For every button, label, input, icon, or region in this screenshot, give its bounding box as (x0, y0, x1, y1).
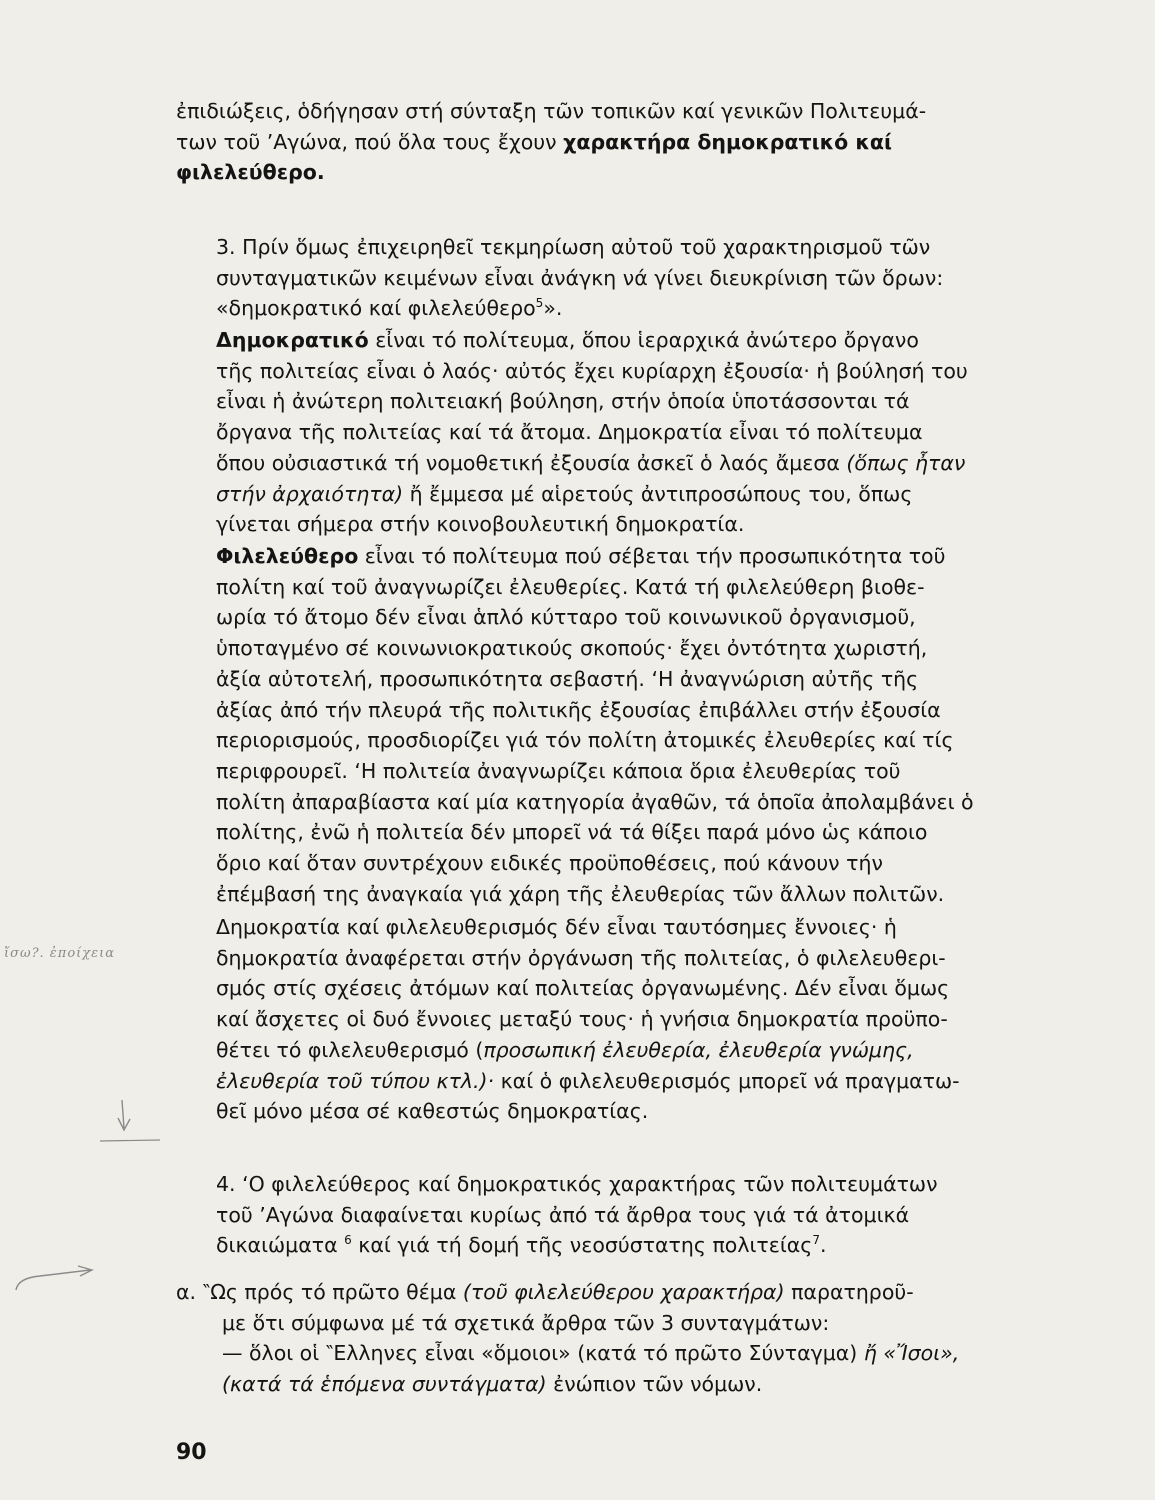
comparison-italic-2: ἐλευθερία τοῦ τύπου κτλ.)· (216, 1068, 495, 1093)
fileleuthero-line-3: ωρία τό ἄτομο δέν εἶναι ἁπλό κύτταρο τοῦ κοινωνικοῦ ὀργανισμοῦ, (216, 605, 916, 630)
pencil-arrow-right-icon (16, 1266, 92, 1290)
section-3-line-1: 3. Πρίν ὅμως ἐπιχειρηθεῖ τεκμηρίωση αὐτοῦ τοῦ χαρακτηρισμοῦ τῶν (216, 235, 931, 259)
dimokratiko-italic-1: (ὅπως ἦταν (846, 450, 966, 475)
item-a-line-4-end: ἐνώπιον τῶν νόμων. (546, 1372, 763, 1397)
dimokratiko-line-1: εἶναι τό πολίτευμα, ὅπου ἱεραρχικά ἀνώτερο ὄργανο (368, 328, 919, 352)
dimokratiko-line-2: τῆς πολιτείας εἶναι ὁ λαός· αὐτός ἔχει κυρίαρχη ἐξουσία· ἡ βούλησή του (216, 358, 968, 383)
comparison-line-5: θέτει τό φιλελευθερισμό ( (216, 1037, 484, 1062)
section-3-line-2: συνταγματικῶν κειμένων εἶναι ἀνάγκη νά γίνει διευκρίνιση τῶν ὅρων: (216, 265, 944, 290)
section-3-line-3: «δημοκρατικό καί φιλελεύθερο (216, 296, 536, 321)
item-a-italic-2: ἤ «Ἴσοι», (863, 1341, 960, 1366)
fileleuthero-line-8: περιφρουρεῖ. ‘Η πολιτεία ἀναγνωρίζει κάποια ὅρια ἐλευθερίας τοῦ (216, 758, 901, 783)
item-a-line-3: — ὅλοι οἱ ‶Ελληνες εἶναι «ὅμοιοι» (κατά τό πρῶτο Σύνταγμα) (222, 1341, 864, 1366)
section-4-line-3-end: . (819, 1233, 827, 1258)
page-number: 90 (176, 1440, 207, 1465)
section-3-line-3-end: ». (543, 296, 563, 321)
section-4-line-2: τοῦ ’Αγώνα διαφαίνεται κυρίως ἀπό τά ἄρθρα τους γιά τά ἀτομικά (216, 1202, 910, 1227)
fileleuthero-line-1: εἶναι τό πολίτευμα πού σέβεται τήν προσωπικότητα τοῦ (358, 544, 946, 568)
term-dimokratiko: Δημοκρατικό (216, 328, 369, 352)
dimokratiko-italic-2: στήν ἀρχαιότητα) (216, 481, 404, 506)
comparison-line-6: καί ὁ φιλελευθερισμός μπορεῖ νά πραγματω- (494, 1068, 960, 1093)
section-4-line-3: δικαιώματα (216, 1233, 345, 1258)
dimokratiko-line-7: γίνεται σήμερα στήν κοινοβουλευτική δημοκρατία. (216, 512, 745, 537)
comparison-line-4: καί ἄσχετες οἱ δυό ἔννοιες μεταξύ τους· ἡ γνήσια δημοκρατία προϋπο- (216, 1007, 948, 1032)
item-a-line-2: με ὅτι σύμφωνα μέ τά σχετικά ἄρθρα τῶν 3 συνταγμάτων: (222, 1310, 830, 1335)
section-4-line-1: 4. ‘Ο φιλελεύθερος καί δημοκρατικός χαρακτήρας τῶν πολιτευμάτων (216, 1172, 938, 1196)
item-a-italic-3: (κατά τά ἑπόμενα συντάγματα) (222, 1372, 547, 1397)
comparison-italic-1: προσωπική ἐλευθερία, ἐλευθερία γνώμης, (483, 1037, 914, 1062)
pencil-underline-mark (100, 1140, 160, 1141)
term-fileleuthero: Φιλελεύθερο (216, 544, 359, 568)
fileleuthero-line-11: ὅριο καί ὅταν συντρέχουν ειδικές προϋποθέσεις, πού κάνουν τήν (216, 851, 883, 876)
handwritten-margin-note: ἴσω?. ἐποίχεια (4, 946, 115, 961)
intro-line-1: ἐπιδιώξεις, ὁδήγησαν στή σύνταξη τῶν τοπικῶν καί γενικῶν Πολιτευμά- (176, 99, 927, 123)
comparison-line-7: θεῖ μόνο μέσα σέ καθεστώς δημοκρατίας. (216, 1099, 649, 1124)
intro-line-2: των τοῦ ’Αγώνα, πού ὅλα τους ἔχουν (176, 129, 564, 154)
comparison-line-2: δημοκρατία ἀναφέρεται στήν ὀργάνωση τῆς πολιτείας, ὁ φιλελευθερι- (216, 945, 946, 970)
fileleuthero-line-4: ὑποταγμένο σέ κοινωνιοκρατικούς σκοπούς· ἔχει ὀντότητα χωριστή, (216, 636, 928, 661)
fileleuthero-line-10: πολίτης, ἐνῶ ἡ πολιτεία δέν μπορεῖ νά τά θίξει παρά μόνο ὡς κάποιο (216, 820, 928, 845)
fileleuthero-line-7: περιορισμούς, προσδιορίζει γιά τόν πολίτη ἀτομικές ἐλευθερίες καί τίς (216, 728, 954, 753)
footnote-ref-5: 5 (535, 296, 544, 311)
dimokratiko-line-3: εἶναι ἡ ἀνώτερη πολιτειακή βούληση, στήν ὁποία ὑποτάσσονται τά (216, 389, 910, 414)
item-a-italic-1: (τοῦ φιλελεύθερου χαρακτήρα) (462, 1280, 785, 1304)
fileleuthero-line-9: πολίτη ἀπαραβίαστα καί μία κατηγορία ἀγαθῶν, τά ὁποῖα ἀπολαμβάνει ὁ (216, 789, 974, 814)
comparison-line-1: Δημοκρατία καί φιλελευθερισμός δέν εἶναι ταυτόσημες ἔννοιες· ἡ (216, 915, 897, 939)
item-a-line-1: α. ‶Ως πρός τό πρῶτο θέμα (176, 1280, 463, 1304)
dimokratiko-line-6: ἤ ἔμμεσα μέ αἱρετούς ἀντιπροσώπους του, ὅπως (403, 481, 913, 506)
dimokratiko-line-5: ὅπου οὐσιαστικά τή νομοθετική ἐξουσία ἀσκεῖ ὁ λαός ἄμεσα (216, 450, 847, 475)
item-a-line-1-end: παρατηροῦ- (784, 1280, 914, 1304)
dimokratiko-line-4: ὄργανα τῆς πολιτείας καί τά ἄτομα. Δημοκρατία εἶναι τό πολίτευμα (216, 420, 923, 445)
comparison-line-3: σμός στίς σχέσεις ἀτόμων καί πολιτείας ὀργανωμένης. Δέν εἶναι ὅμως (216, 976, 950, 1001)
fileleuthero-line-6: ἀξίας ἀπό τήν πλευρά τῆς πολιτικῆς ἐξουσίας ἐπιβάλλει στήν ἐξουσία (216, 697, 941, 722)
footnote-ref-6: 6 (344, 1233, 352, 1248)
intro-bold-end: φιλελεύθερο. (176, 160, 325, 185)
fileleuthero-line-5: ἀξία αὐτοτελή, προσωπικότητα σεβαστή. ‘Η ἀναγνώριση αὐτῆς τῆς (216, 666, 919, 691)
footnote-ref-7: 7 (812, 1233, 820, 1248)
intro-bold-phrase: χαρακτήρα δημοκρατικό καί (563, 129, 893, 154)
pencil-arrow-down-icon (118, 1100, 130, 1130)
fileleuthero-line-2: πολίτη καί τοῦ ἀναγνωρίζει ἐλευθερίες. Κατά τή φιλελεύθερη βιοθε- (216, 574, 925, 599)
fileleuthero-line-12: ἐπέμβασή της ἀναγκαία γιά χάρη τῆς ἐλευθερίας τῶν ἄλλων πολιτῶν. (216, 881, 945, 906)
section-4-line-3-mid: καί γιά τή δομή τῆς νεοσύστατης πολιτείας (351, 1233, 813, 1258)
